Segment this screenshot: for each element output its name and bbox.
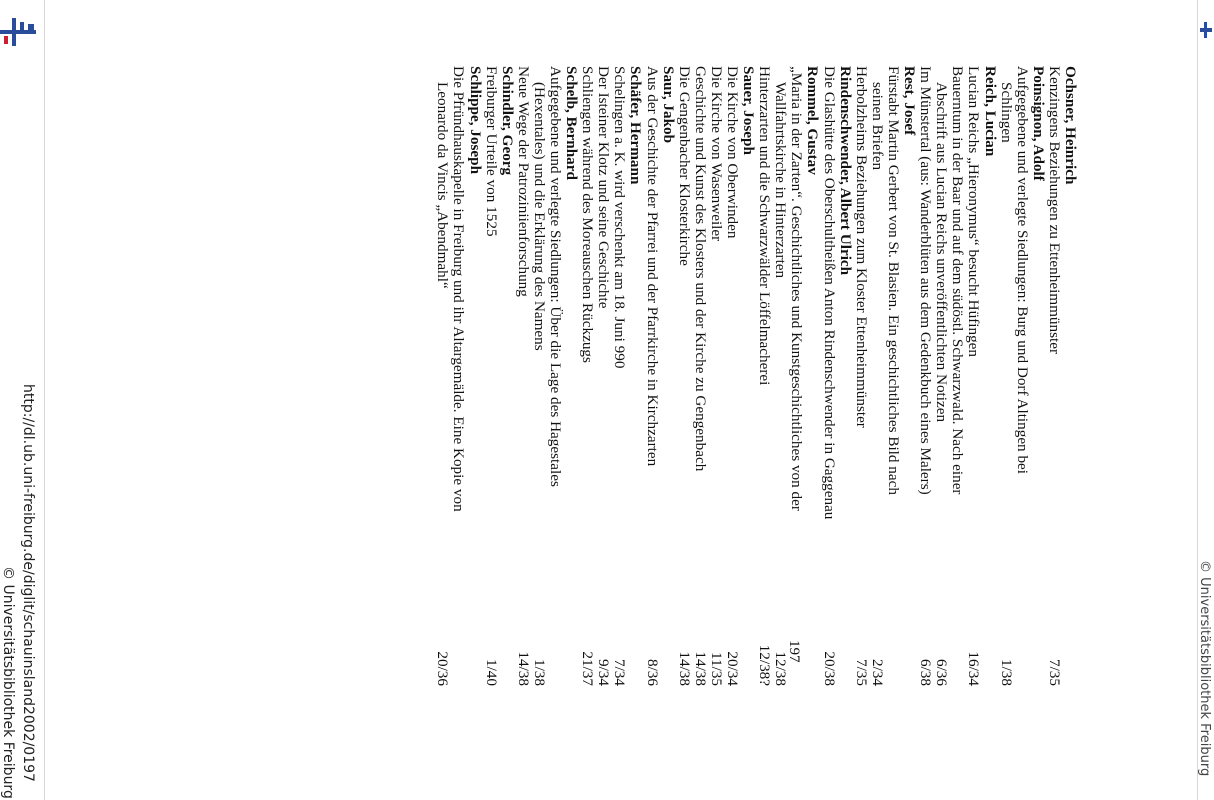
viewer-left-strip: [0, 0, 45, 800]
entry-title: Fürstabt Martin Gerbert von St. Blasien. Ein geschichtliches Bild nach: [884, 66, 902, 495]
bibliography-entry: [756, 66, 820, 686]
entry-title: Kenzingens Beziehungen zu Ettenheimmünster: [1045, 66, 1063, 355]
entry-line: [998, 66, 1014, 686]
entry-title: Aufgegebene und verlegte Siedlungen: Über die Lage des Hagestales: [547, 66, 564, 487]
entry-author: Saur, Jakob: [659, 66, 677, 144]
entry-reference: 14/38: [691, 651, 709, 686]
entry-line: [772, 66, 788, 686]
entry-author: Reich, Lucian: [981, 66, 999, 157]
entry-line: [547, 66, 563, 686]
entry-line: [965, 66, 981, 686]
bibliography-entry: [643, 66, 675, 686]
entry-line: [788, 66, 804, 686]
entry-reference: 11/35: [707, 651, 725, 686]
entry-title: Der Isteiner Klotz und seine Geschichte: [595, 66, 613, 309]
entry-reference: 20/38: [820, 651, 838, 686]
entry-line: [949, 66, 965, 686]
entry-title: Wallfahrtskirche in Hinterzarten: [772, 82, 790, 279]
entry-author: Schelb, Bernhard: [563, 66, 581, 180]
entry-line: [595, 66, 611, 686]
entry-reference: 1/38: [997, 658, 1015, 686]
document-page: [198, 66, 1078, 686]
entry-reference: 6/36: [933, 658, 951, 686]
entry-author: Rommel, Gustav: [804, 66, 822, 175]
entry-line: [611, 66, 627, 686]
bibliography-entry: [579, 66, 643, 686]
entry-title: Abschrift aus Lucian Reichs unveröffentlichten Notizen: [933, 82, 951, 423]
right-copyright-notice: © Universitätsbibliothek Freiburg: [1197, 560, 1212, 777]
bibliography-entry: [676, 66, 756, 686]
entry-line: [885, 66, 901, 686]
page-number: 197: [786, 640, 802, 663]
entry-reference: 7/35: [1045, 658, 1063, 686]
copyright-notice: © Universitätsbibliothek Freiburg: [0, 566, 16, 799]
entry-reference: 20/36: [434, 651, 452, 686]
entry-line: [579, 66, 595, 686]
entry-author: Ochsner, Heinrich: [1062, 66, 1079, 185]
bibliography-entry: [917, 66, 997, 686]
entry-author: Poinsignon, Adolf: [1029, 66, 1047, 181]
entry-line: [1014, 66, 1030, 686]
bibliography-entry: [853, 66, 917, 686]
entry-line: [853, 66, 869, 686]
entry-title: Die Glashütte des Oberschultheißen Anton Rindenschwender in Gaggenau: [820, 66, 838, 520]
bibliography-entry: [1046, 66, 1078, 686]
entry-reference: 12/38?: [756, 644, 774, 686]
entry-reference: 7/34: [611, 658, 629, 686]
entry-title: Aus der Geschichte der Pfarrei und der Pfarrkirche in Kirchzarten: [643, 66, 661, 467]
entry-line: [676, 66, 692, 686]
entry-reference: 2/34: [868, 658, 886, 686]
entry-author: Schäfer, Hermann: [627, 66, 645, 185]
entry-line: [450, 66, 466, 686]
entry-title: Die Gengenbacher Klosterkirche: [675, 66, 693, 266]
entry-reference: 1/40: [482, 658, 500, 686]
entry-line: [515, 66, 531, 686]
entry-reference: 20/34: [724, 651, 742, 686]
entry-reference: 14/38: [675, 651, 693, 686]
entry-title: Bauerntum in der Baar und auf dem südöstl. Schwarzwald. Nach einer: [949, 66, 967, 495]
entry-reference: 1/38: [530, 658, 548, 686]
bibliography-entry: [998, 66, 1046, 686]
source-url[interactable]: http://dl.ub.uni-freiburg.de/diglit/schauinsland2002/0197: [20, 384, 36, 782]
entry-line: [933, 66, 949, 686]
entry-reference: 21/37: [579, 651, 597, 686]
entry-title: Schelingen a. K. wird verschenkt am 18. Juni 990: [611, 66, 629, 369]
entry-title: Die Pfründhauskapelle in Freiburg und ihr Altargemälde. Eine Kopie von: [450, 66, 468, 512]
uni-freiburg-logo-icon: [1200, 20, 1212, 40]
entry-title: Schlingen: [997, 82, 1015, 143]
entry-title: Die Kirche von Oberwinden: [724, 66, 742, 239]
entry-title: Freiburger Urteile von 1525: [482, 66, 500, 237]
entry-author: Schlippe, Joseph: [466, 66, 484, 175]
bibliography-entry: [483, 66, 515, 686]
entry-reference: 9/34: [595, 658, 613, 686]
entry-line: [643, 66, 659, 686]
entry-line: [531, 66, 547, 686]
entry-line: [917, 66, 933, 686]
entry-reference: 16/34: [965, 651, 983, 686]
entry-title: Im Münstertal (aus: Wanderblüten aus dem Gedenkbuch eines Malers): [917, 66, 935, 495]
entry-author: Schindler, Georg: [498, 66, 516, 176]
entry-title: (Hexentales) und die Erklärung des Namens: [530, 82, 548, 351]
entry-title: Schliengen während des Moreauschen Rückzugs: [579, 66, 597, 363]
entry-line: [434, 66, 450, 686]
entry-line: [692, 66, 708, 686]
entry-title: Leonardo da Vincis „Abendmahl“: [434, 82, 452, 289]
entry-title: Neue Wege der Patroziniienforschung: [514, 66, 532, 297]
entry-title: Hinterzarten und die Schwarzwälder Löffelmacherei: [756, 66, 774, 386]
bibliography-entry: [434, 66, 482, 686]
entry-title: Aufgegebene und verlegte Siedlungen: Burg und Dorf Altingen bei: [1013, 66, 1031, 474]
bibliography-list: [434, 66, 1078, 686]
entry-reference: 8/36: [643, 658, 661, 686]
entry-title: seinen Briefen: [868, 82, 886, 171]
entry-title: Herbolzheims Beziehungen zum Kloster Ettenheimmünster: [852, 66, 870, 428]
entry-line: [756, 66, 772, 686]
entry-line: [724, 66, 740, 686]
entry-reference: 14/38: [514, 651, 532, 686]
entry-title: Die Kirche von Wasenweiler: [707, 66, 725, 242]
entry-line: [483, 66, 499, 686]
entry-title: Geschichte und Kunst des Klosters und der Kirche zu Gengenbach: [691, 66, 709, 472]
entry-line: [821, 66, 837, 686]
bibliography-entry: [515, 66, 579, 686]
entry-line: [1046, 66, 1062, 686]
entry-line: [869, 66, 885, 686]
entry-author: Sauer, Joseph: [740, 66, 758, 155]
entry-line: [708, 66, 724, 686]
entry-author: Rindenschwender, Albert Ulrich: [836, 66, 854, 276]
entry-title: „Maria in der Zarten“. Geschichtliches und Kunstgeschichtliches von der: [788, 66, 806, 511]
bibliography-entry: [821, 66, 853, 686]
uni-freiburg-logo-icon: [0, 14, 36, 50]
entry-reference: 12/38: [772, 651, 790, 686]
entry-title: Lucian Reichs „Hieronymus“ besucht Hüfingen: [965, 66, 983, 358]
entry-reference: 7/35: [852, 658, 870, 686]
entry-reference: 6/38: [917, 658, 935, 686]
entry-author: Rest, Josef: [901, 66, 919, 136]
